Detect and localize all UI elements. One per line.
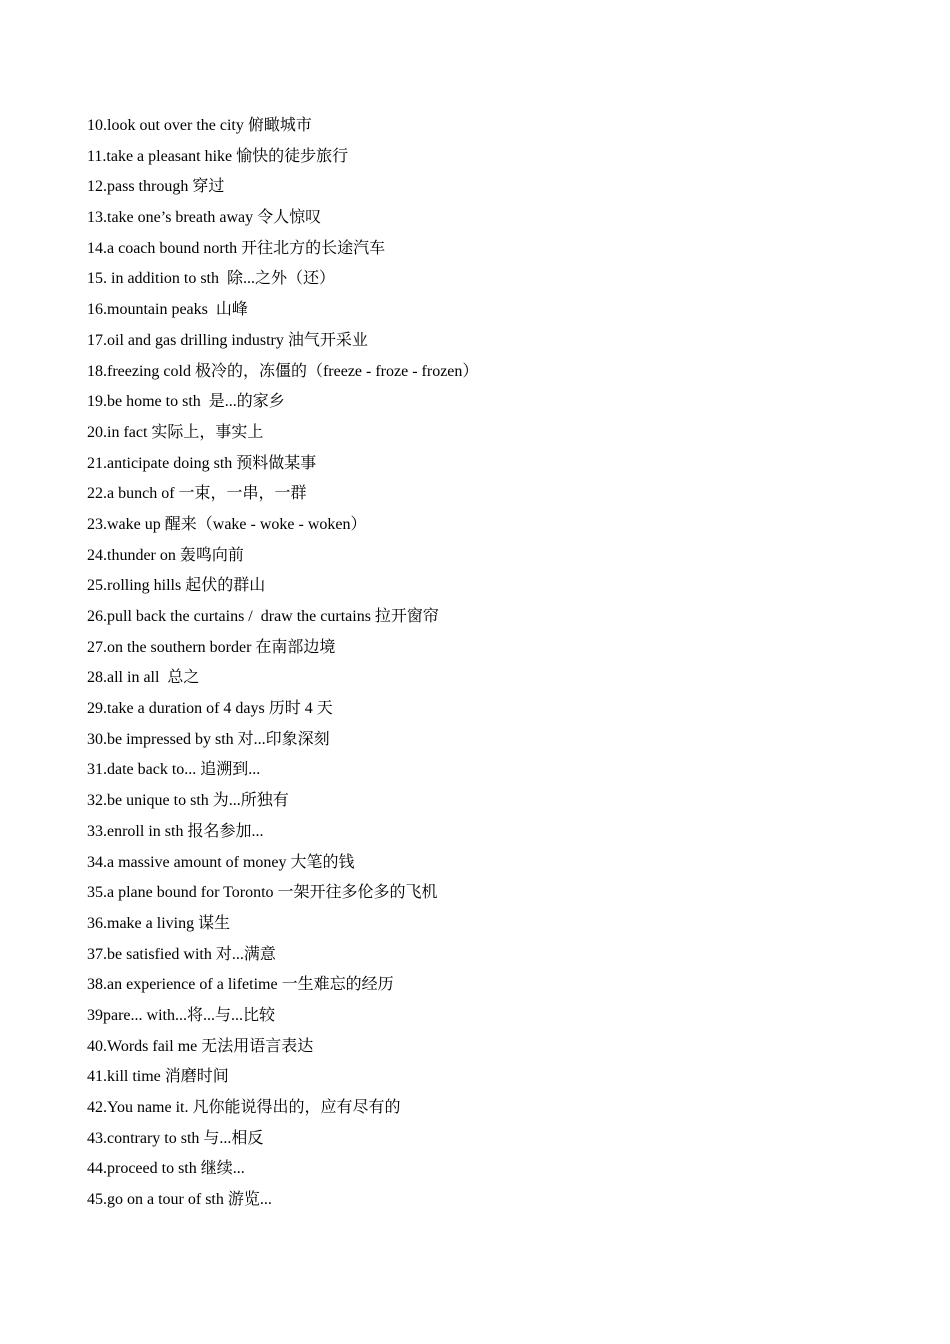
phrase-item: 44.proceed to sth 继续... [87, 1160, 245, 1178]
phrase-item: 25.rolling hills 起伏的群山 [87, 577, 266, 595]
phrase-item: 41.kill time 消磨时间 [87, 1068, 229, 1086]
phrase-item: 24.thunder on 轰鸣向前 [87, 546, 244, 564]
phrase-item: 40.Words fail me 无法用语言表达 [87, 1037, 314, 1055]
phrase-item: 19.be home to sth 是...的家乡 [87, 393, 285, 411]
phrase-item: 32.be unique to sth 为...所独有 [87, 792, 289, 810]
phrase-item: 18.freezing cold 极冷的，冻僵的（freeze - froze - frozen） [87, 362, 479, 380]
phrase-item: 42.You name it. 凡你能说得出的，应有尽有的 [87, 1099, 401, 1116]
phrase-item: 26.pull back the curtains / draw the curtains 拉开窗帘 [87, 608, 439, 625]
phrase-item: 34.a massive amount of money 大笔的钱 [87, 853, 355, 871]
phrase-item: 11.take a pleasant hike 愉快的徒步旅行 [87, 147, 349, 165]
phrase-item: 33.enroll in sth 报名参加... [87, 822, 264, 840]
phrase-item: 12.pass through 穿过 [87, 178, 225, 196]
phrase-item: 28.all in all 总之 [87, 669, 200, 687]
phrase-item: 13.take one’s breath away 令人惊叹 [87, 209, 322, 227]
phrase-item: 45.go on a tour of sth 游览... [87, 1191, 272, 1209]
phrase-item: 23.wake up 醒来（wake - woke - woken） [87, 515, 367, 533]
phrase-item: 30.be impressed by sth 对...印象深刻 [87, 730, 330, 748]
phrase-item: 17.oil and gas drilling industry 油气开采业 [87, 331, 368, 349]
phrase-item: 10.look out over the city 俯瞰城市 [87, 117, 312, 134]
phrase-item: 27.on the southern border 在南部边境 [87, 638, 336, 656]
phrase-item: 35.a plane bound for Toronto 一架开往多伦多的飞机 [87, 884, 438, 902]
phrase-item: 39pare... with...将...与...比较 [87, 1006, 275, 1024]
phrase-item: 20.in fact 实际上，事实上 [87, 423, 264, 441]
phrase-item: 15. in addition to sth 除...之外（还） [87, 270, 336, 288]
phrase-item: 14.a coach bound north 开往北方的长途汽车 [87, 239, 386, 257]
phrase-item: 16.mountain peaks 山峰 [87, 301, 248, 319]
phrase-item: 22.a bunch of 一束，一串，一群 [87, 485, 307, 503]
phrase-item: 37.be satisfied with 对...满意 [87, 945, 276, 963]
phrase-item: 43.contrary to sth 与...相反 [87, 1129, 264, 1147]
phrase-item: 29.take a duration of 4 days 历时 4 天 [87, 700, 333, 718]
phrase-item: 21.anticipate doing sth 预料做某事 [87, 454, 317, 472]
phrase-item: 36.make a living 谋生 [87, 914, 231, 932]
phrase-item: 38.an experience of a lifetime 一生难忘的经历 [87, 976, 394, 994]
phrase-list [87, 111, 478, 1216]
phrase-item: 31.date back to... 追溯到... [87, 761, 261, 779]
